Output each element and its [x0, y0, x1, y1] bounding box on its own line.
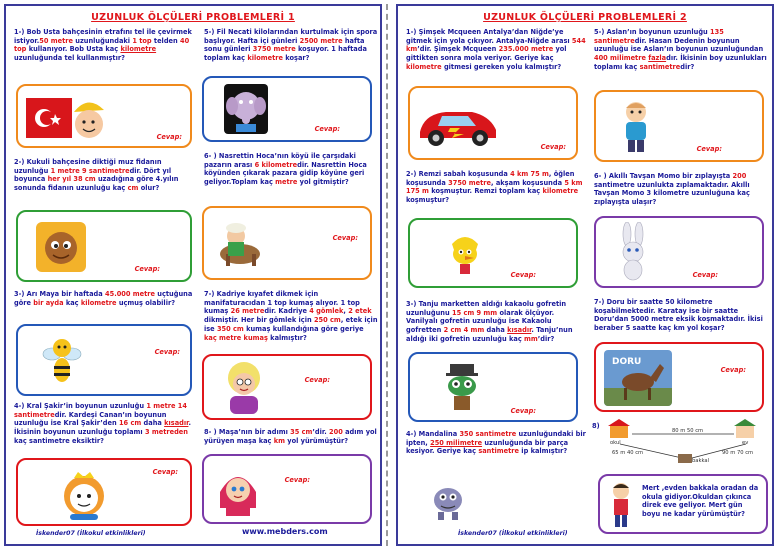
question-5: 5-) Aslan’ın boyunun uzunluğu 135 santimetredir. Hasan Dedenin boyunun uzunluğu ise Aslan’ın boyunun uzunluğundan 400 milimetre fazladır. İkisinin boy uzunlukları toplamı kaç santimetredir? — [594, 28, 767, 71]
aslan-image — [616, 98, 656, 154]
question-1: 1-) Bob Usta bahçesinin etrafını tel ile çevirmek istiyor.50 metre uzunluğundaki 1 top telden 40 top kullanıyor. Bob Usta kaç kilometre uzunluğunda tel kullanmıştır? — [14, 28, 192, 63]
answer-box-6[interactable]: Cevap: — [594, 216, 764, 288]
maya-bee-image — [36, 334, 88, 390]
answer-box-1[interactable]: Cevap: — [408, 86, 578, 160]
answer-box-2[interactable]: Cevap: — [16, 210, 192, 282]
doru-horse-image — [604, 350, 672, 406]
answer-box-5[interactable]: Cevap: — [594, 90, 764, 162]
distance-school-home: 80 m 50 cm — [672, 428, 704, 434]
momo-rabbit-image — [612, 222, 654, 284]
question-1: 1-) Şimşek Mcqueen Antalya’dan Niğde’ye gitmek için yola çıkıyor. Antalya-Niğde arası 544 km’dir. Şimşek Mcqueen 235.000 metre yol gittikten sonra mola veriyor. Geriye kaç kilometre gitmesi gereken yolu kalmıştır? — [406, 28, 586, 71]
route-diagram — [602, 418, 772, 464]
question-5: 5-) Fil Necati kilolarından kurtulmak için spora başlıyor. Hafta içi günleri 2500 metre hafta sonu günleri 3750 metre koşuyor. 1 haftada toplam kaç kilometre koşar? — [204, 28, 378, 63]
kukuli-image — [34, 220, 88, 274]
question-3: 3-) Tanju marketten aldığı kakaolu gofretin uzunluğunu 15 cm 9 mm olarak ölçüyor. Vanilyalı gofretin uzunluğu ise Kakaolu gofretten 2 cm 4 mm daha kısadır. Tanju’nun aldığı iki gofretin uzunluğu kaç mm’dir? — [406, 300, 573, 343]
footer-website-link[interactable]: www.mebders.com — [242, 527, 328, 537]
question-8-text: Mert ,evden bakkala oradan da okula gidiyor.Okuldan çıkınca direk eve geliyor. Mert gün boyu ne kadar yürümüştür? — [642, 484, 759, 519]
bob-builder-image — [26, 92, 112, 144]
answer-box-7[interactable]: DORU Cevap: — [594, 342, 764, 412]
distance-school-shop: 65 m 40 cm — [612, 450, 644, 456]
label-home: ev — [742, 440, 749, 446]
question-4: 4-) Kral Şakir’in boyunun uzunluğu 1 metre 14 santimetredir. Kardeşi Canan’ın boyunun uzunluğu ise Kral Şakir’den 16 cm daha kısadır. İkisinin boyunun uzunluğu toplamı 3 metreden kaç santimetre eksiktir? — [14, 402, 191, 445]
question-2: 2-) Kukuli bahçesine diktiği muz fidanın uzunluğu 1 metre 9 santimetredir. Dört yıl boyunca her yıl 38 cm uzadığına göre 4.yılın sonunda fidanın uzunluğu kaç cm olur? — [14, 158, 179, 193]
question-4: 4-) Mandalina 350 santimetre uzunluğundaki bir ipten, 250 milimetre uzunluğunda bir parça kesiyor. Geriye kaç santimetre ip kalmıştır? — [406, 430, 586, 456]
page-title: UZUNLUK ÖLÇÜLERİ PROBLEMLERİ 2 — [483, 12, 687, 23]
remzi-image — [446, 230, 484, 278]
doru-label: DORU — [612, 357, 642, 367]
tanju-image — [440, 362, 484, 414]
question-6: 6- ) Akıllı Tavşan Momo bir zıplayışta 200 santimetre uzunlukta zıplamaktadır. Akıllı Tavşan Momo 3 kilometre uzunluğuna kaç zıplayışta ulaşır? — [594, 172, 750, 207]
answer-box-4[interactable]: Cevap: — [16, 458, 192, 526]
mandalina-image — [428, 478, 468, 522]
nasreddin-hoca-image — [210, 220, 268, 268]
answer-box-1[interactable]: Cevap: — [16, 84, 192, 148]
kadriye-image — [218, 360, 270, 416]
answer-box-2[interactable]: Cevap: — [408, 218, 578, 288]
footer-credit: İskender07 (İlkokul etkinlikleri) — [36, 529, 146, 537]
answer-box-7[interactable]: Cevap: — [202, 354, 372, 420]
label-school: okul — [610, 440, 621, 446]
question-8: 8- ) Maşa’nın bir adımı 35 cm’dir. 200 adım yol yürüyen maşa kaç km yol yürümüştür? — [204, 428, 377, 445]
answer-box-3[interactable]: Cevap: — [16, 324, 192, 396]
worksheet-page-2 — [396, 4, 774, 546]
masha-image — [212, 462, 264, 518]
label-shop: bakkal — [692, 458, 710, 464]
answer-box-5[interactable]: Cevap: — [202, 76, 372, 142]
mert-image — [606, 480, 636, 530]
question-2: 2-) Remzi sabah koşusunda 4 km 75 m, öğlen koşusunda 3750 metre, akşam koşusunda 5 km 175 m koşmuştur. Remzi toplam kaç kilometre koşmuştur? — [406, 170, 583, 205]
footer-credit: İskender07 (İlkokul etkinlikleri) — [458, 529, 568, 537]
question-3: 3-) Arı Maya bir haftada 45.000 metre uçtuğuna göre bir ayda kaç kilometre uçmuş olabilir? — [14, 290, 193, 307]
page-title: UZUNLUK ÖLÇÜLERİ PROBLEMLERİ 1 — [91, 12, 295, 23]
king-sakir-image — [56, 470, 112, 522]
answer-box-3[interactable]: Cevap: — [408, 352, 578, 422]
page-fold-line — [386, 4, 390, 546]
answer-box-6[interactable]: Cevap: — [202, 206, 372, 280]
fil-necati-image — [224, 84, 268, 134]
question-7: 7-) Kadriye kıyafet dikmek için manifaturacıdan 1 top kumaş alıyor. 1 top kumaş 26 metredir. Kadriye 4 gömlek, 2 etek dikmiştir. Her bir gömlek için 250 cm, etek için ise 350 cm kumaş kullandığına göre geriye kaç metre kumaş kalmıştır? — [204, 290, 378, 342]
distance-home-shop: 90 m 70 cm — [722, 450, 754, 456]
worksheet-page-1 — [4, 4, 382, 546]
question-8-label: 8) — [592, 422, 600, 430]
question-7: 7-) Doru bir saatte 50 kilometre koşabilmektedir. Karatay ise bir saatte Doru’dan 5000 metre eksik koşmaktadır. İkisi beraber 5 saatte kaç km yol koşar? — [594, 298, 763, 333]
lightning-mcqueen-image — [416, 98, 500, 148]
answer-box-8[interactable] — [598, 474, 768, 534]
question-6: 6- ) Nasrettin Hoca’nın köyü ile çarşıdaki pazarın arası 6 kilometredir. Nasrettin Hoca köyünden çıkarak pazara gidip köyüne geri geliyor.Toplam kaç metre yol gitmiştir? — [204, 152, 367, 187]
answer-box-8[interactable]: Cevap: — [202, 454, 372, 524]
